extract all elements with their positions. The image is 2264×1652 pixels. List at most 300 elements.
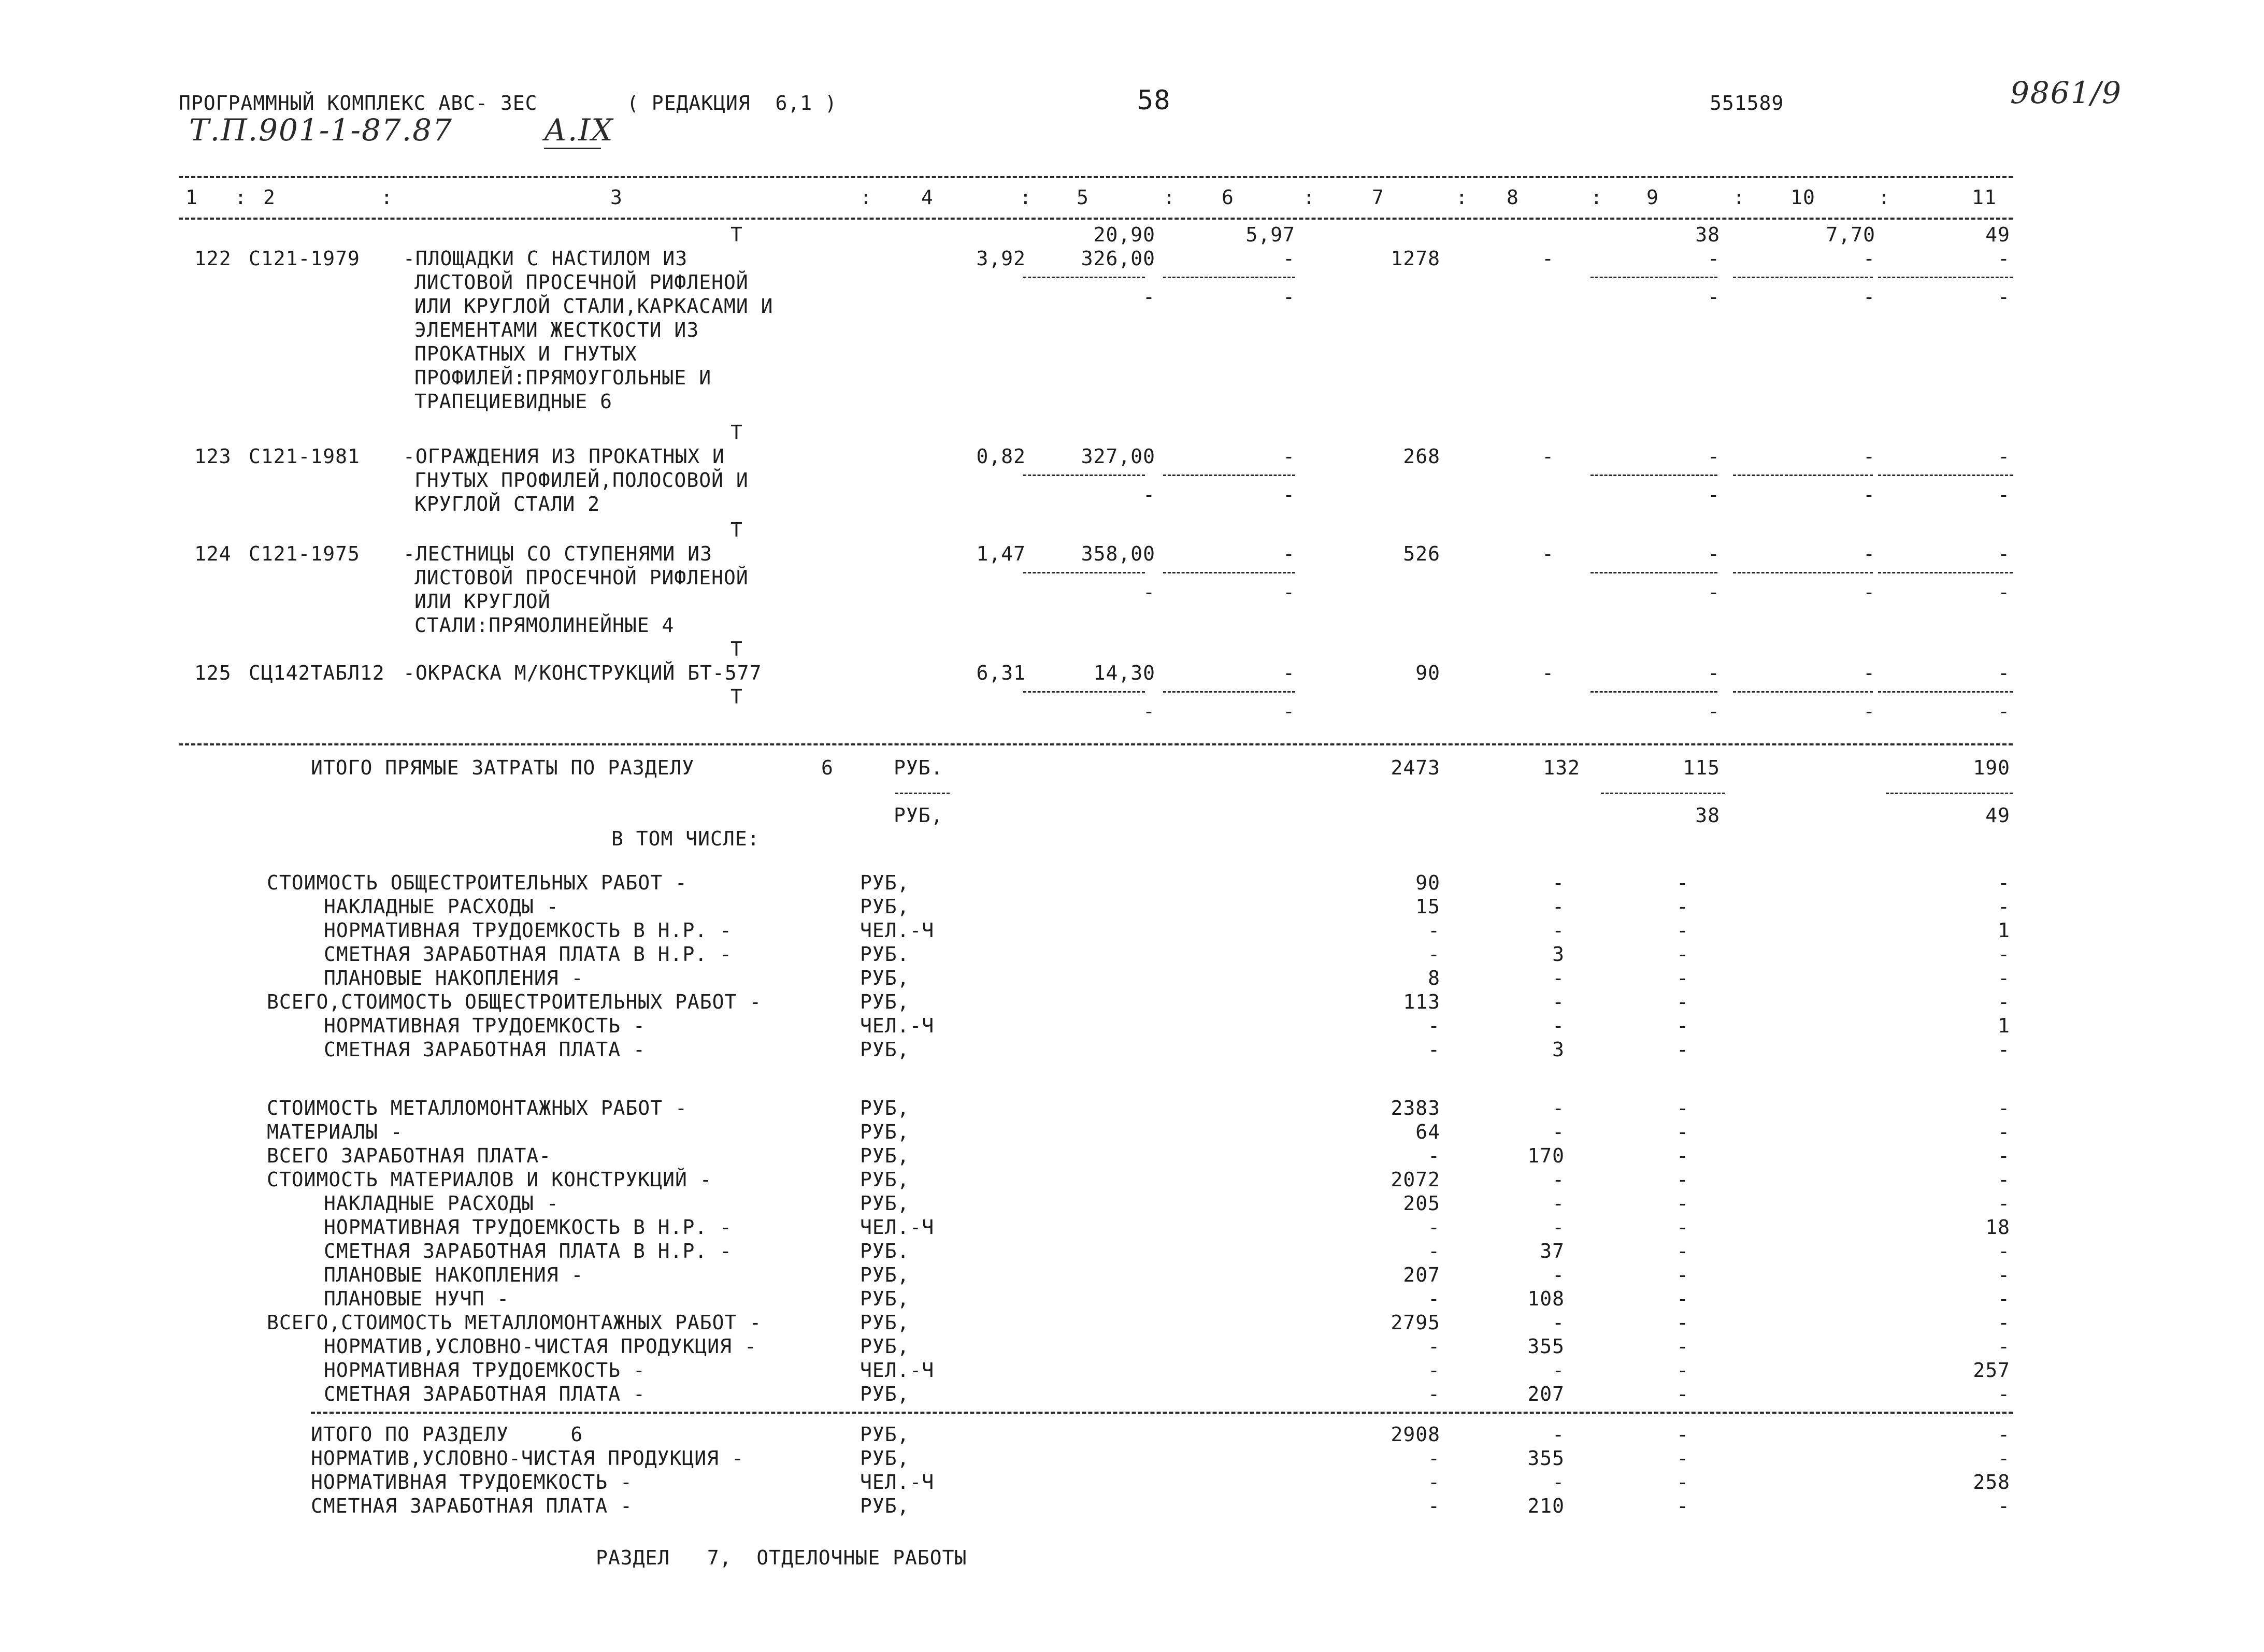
item-c9: - [1708,445,1720,468]
sub-rule-unit [895,793,950,794]
metal-row-unit: РУБ. [860,1240,910,1262]
program-title: ПРОГРАММНЫЙ КОМПЛЕКС АВС- 3ЕС [179,92,538,114]
project-reference: Т.П.901-1-87.87 [189,112,453,148]
section-total-row-c7: - [1428,1447,1440,1470]
metal-row-c8: 170 [1527,1144,1565,1167]
item-description-line: ЛИСТОВОЙ ПРОСЕЧНОЙ РИФЛЕНОЙ [414,566,749,589]
item-code: С121-1981 [249,445,360,468]
item-c6-bottom: - [1283,700,1295,723]
item-c11-bottom: - [1998,483,2010,506]
general-row-c7: 15 [1415,895,1440,918]
general-row-c8: 3 [1552,943,1565,966]
general-row-c11: 1 [1998,919,2010,942]
item-c10-bottom: - [1863,581,1875,604]
item-c6: - [1283,662,1295,684]
direct-costs-unit2: РУБ, [894,804,943,827]
metal-row-label: СТОИМОСТЬ МАТЕРИАЛОВ И КОНСТРУКЦИЙ - [267,1168,712,1191]
column-header-1: 1 [185,186,198,209]
item-sub-rule [1878,572,2013,573]
section-total-row-label: НОРМАТИВ,УСЛОВНО-ЧИСТАЯ ПРОДУКЦИЯ - [311,1447,744,1470]
item-sub-rule [1023,475,1145,476]
section-total-row-unit: РУБ, [860,1447,910,1470]
direct-costs-label: ИТОГО ПРЯМЫЕ ЗАТРАТЫ ПО РАЗДЕЛУ [311,756,695,779]
general-row-label: НАКЛАДНЫЕ РАСХОДЫ - [324,895,559,918]
metal-row-c8: 355 [1527,1335,1565,1358]
metal-row-unit: ЧЕЛ.-Ч [860,1216,935,1239]
item-c8: - [1542,542,1554,565]
item-c11: - [1998,445,2010,468]
section-total-row-c11: - [1998,1447,2010,1470]
item-c9: - [1708,247,1720,270]
column-header-2: 2 [263,186,276,209]
section-total-row-c11: 258 [1973,1471,2010,1493]
general-row-c9: - [1676,967,1689,989]
section-total-row-c9: - [1676,1447,1689,1470]
metal-row-c7: - [1428,1216,1440,1239]
item-c5-bottom: - [1143,285,1155,308]
metal-row-c9: - [1676,1263,1689,1286]
metal-row-c8: - [1552,1359,1565,1382]
item-c9: - [1708,662,1720,684]
item-sub-rule [1023,572,1145,573]
direct-costs-c9-sub: 38 [1695,804,1720,827]
general-row-c7: - [1428,919,1440,942]
metal-row-c11: - [1998,1263,2010,1286]
item-c5-bottom: - [1143,483,1155,506]
metal-row-c9: - [1676,1192,1689,1215]
metal-row-label: ПЛАНОВЫЕ НУЧП - [324,1287,510,1310]
general-row-c8: 3 [1552,1038,1565,1061]
unit-marker: Т [730,223,743,246]
general-row-unit: РУБ, [860,895,910,918]
section-total-row-c9: - [1676,1495,1689,1517]
item-c6: - [1283,247,1295,270]
column-separator: : [381,186,393,209]
item-c6-top: 5,97 [1245,223,1295,246]
direct-costs-c11: 190 [1973,756,2010,779]
metal-row-c9: - [1676,1121,1689,1143]
general-row-c9: - [1676,919,1689,942]
metal-row-c7: 64 [1415,1121,1440,1143]
column-header-9: 9 [1646,186,1659,209]
direct-costs-c9: 115 [1683,756,1720,779]
item-sub-rule [1590,691,1717,693]
unit-marker: Т [730,421,743,444]
general-row-c11: - [1998,943,2010,966]
metal-row-c9: - [1676,1144,1689,1167]
metal-row-unit: РУБ, [860,1121,910,1143]
section-total-row-c8: - [1552,1471,1565,1493]
item-sub-rule [1878,277,2013,278]
metal-row-c9: - [1676,1287,1689,1310]
metal-row-unit: РУБ, [860,1287,910,1310]
metal-row-c8: - [1552,1121,1565,1143]
column-header-6: 6 [1222,186,1234,209]
general-row-c11: - [1998,1038,2010,1061]
general-row-c9: - [1676,895,1689,918]
general-row-label: СМЕТНАЯ ЗАРАБОТНАЯ ПЛАТА - [324,1038,646,1061]
including-label: В ТОМ ЧИСЛЕ: [611,827,760,850]
metal-row-unit: РУБ, [860,1383,910,1405]
column-header-5: 5 [1077,186,1089,209]
section-total-row-c9: - [1676,1471,1689,1493]
metal-row-c8: - [1552,1216,1565,1239]
metal-row-c11: - [1998,1144,2010,1167]
metal-row-c11: 18 [1985,1216,2010,1239]
general-row-c7: - [1428,943,1440,966]
metal-row-label: ВСЕГО ЗАРАБОТНАЯ ПЛАТА- [267,1144,552,1167]
item-description-line: КРУГЛОЙ СТАЛИ 2 [414,493,600,515]
general-row-c9: - [1676,1038,1689,1061]
metal-row-c7: 207 [1403,1263,1440,1286]
metal-row-c7: 205 [1403,1192,1440,1215]
general-row-unit: ЧЕЛ.-Ч [860,1014,935,1037]
handwritten-stamp: 9861/9 [2010,75,2123,110]
metal-row-label: НОРМАТИВНАЯ ТРУДОЕМКОСТЬ - [324,1359,646,1382]
header-top-rule [179,176,2013,178]
item-unit-price: 326,00 [1081,247,1155,270]
item-c11-top: 49 [1985,223,2010,246]
general-row-label: ПЛАНОВЫЕ НАКОПЛЕНИЯ - [324,967,584,989]
section-total-row-c8: 210 [1527,1495,1565,1517]
column-header-10: 10 [1790,186,1815,209]
general-row-c8: - [1552,871,1565,894]
column-header-8: 8 [1507,186,1519,209]
item-c5-bottom: - [1143,581,1155,604]
item-total: 268 [1403,445,1440,468]
general-row-label: СМЕТНАЯ ЗАРАБОТНАЯ ПЛАТА В Н.Р. - [324,943,732,966]
item-sub-rule [1878,475,2013,476]
unit-marker: Т [730,519,743,541]
column-header-7: 7 [1372,186,1384,209]
item-sub-rule [1878,691,2013,693]
item-number: 125 [194,662,232,684]
item-description-line: ЛИСТОВОЙ ПРОСЕЧНОЙ РИФЛЕНОЙ [414,271,749,294]
general-row-c11: - [1998,990,2010,1013]
item-sub-rule [1023,691,1145,693]
page-number: 58 [1137,85,1171,116]
metal-row-c7: - [1428,1335,1440,1358]
general-row-c9: - [1676,943,1689,966]
general-row-c8: - [1552,967,1565,989]
metal-row-c9: - [1676,1383,1689,1405]
general-row-c9: - [1676,990,1689,1013]
metal-row-c11: - [1998,1335,2010,1358]
document-code: 551589 [1710,92,1784,114]
item-description-line: ГНУТЫХ ПРОФИЛЕЙ,ПОЛОСОВОЙ И [414,469,749,492]
item-description-line: ТРАПЕЦИЕВИДНЫЕ 6 [414,390,613,413]
section-total-row-c8: - [1552,1423,1565,1446]
next-section-title: РАЗДЕЛ 7, ОТДЕЛОЧНЫЕ РАБОТЫ [596,1546,967,1569]
item-description-line: -ЛЕСТНИЦЫ СО СТУПЕНЯМИ ИЗ [403,542,712,565]
item-total: 90 [1415,662,1440,684]
unit-marker: Т [730,685,743,708]
metal-row-c8: 37 [1540,1240,1565,1262]
direct-costs-c11-sub: 49 [1985,804,2010,827]
column-separator: : [1878,186,1890,209]
item-c6-bottom: - [1283,483,1295,506]
metal-row-c7: - [1428,1359,1440,1382]
metal-row-c11: - [1998,1192,2010,1215]
general-row-c7: - [1428,1014,1440,1037]
column-header-11: 11 [1972,186,1997,209]
column-separator: : [860,186,872,209]
metal-row-c7: 2383 [1391,1097,1440,1119]
item-c6: - [1283,445,1295,468]
item-c9: - [1708,542,1720,565]
general-row-unit: РУБ, [860,871,910,894]
column-header-4: 4 [921,186,934,209]
item-sub-rule [1590,475,1717,476]
item-c10-bottom: - [1863,483,1875,506]
item-sub-rule [1590,572,1717,573]
metal-row-label: ВСЕГО,СТОИМОСТЬ МЕТАЛЛОМОНТАЖНЫХ РАБОТ - [267,1311,762,1334]
general-row-c7: 8 [1428,967,1440,989]
section-total-rule [311,1412,2013,1414]
item-number: 122 [194,247,232,270]
general-row-unit: РУБ. [860,943,910,966]
item-unit-price: 14,30 [1093,662,1155,684]
general-row-c11: - [1998,967,2010,989]
item-c10-top: 7,70 [1826,223,1875,246]
general-row-label: СТОИМОСТЬ ОБЩЕСТРОИТЕЛЬНЫХ РАБОТ - [267,871,687,894]
item-c9-bottom: - [1708,285,1720,308]
metal-row-c7: - [1428,1383,1440,1405]
unit-marker: Т [730,638,743,660]
item-c10-bottom: - [1863,700,1875,723]
item-description-line: ПРОФИЛЕЙ:ПРЯМОУГОЛЬНЫЕ И [414,366,712,389]
item-sub-rule [1733,277,1873,278]
general-row-unit: ЧЕЛ.-Ч [860,919,935,942]
item-c5-bottom: - [1143,700,1155,723]
header-bottom-rule [179,218,2013,220]
item-c10: - [1863,445,1875,468]
item-description-line: -ОГРАЖДЕНИЯ ИЗ ПРОКАТНЫХ И [403,445,725,468]
general-row-c8: - [1552,895,1565,918]
metal-row-c7: - [1428,1144,1440,1167]
column-separator: : [1733,186,1745,209]
item-sub-rule [1163,277,1295,278]
item-total: 1278 [1391,247,1440,270]
metal-row-unit: РУБ, [860,1192,910,1215]
metal-row-c9: - [1676,1240,1689,1262]
item-c10: - [1863,662,1875,684]
general-row-label: ВСЕГО,СТОИМОСТЬ ОБЩЕСТРОИТЕЛЬНЫХ РАБОТ - [267,990,762,1013]
section-total-row-unit: ЧЕЛ.-Ч [860,1471,935,1493]
metal-row-c9: - [1676,1359,1689,1382]
metal-row-c11: - [1998,1121,2010,1143]
item-code: С121-1975 [249,542,360,565]
item-c10: - [1863,247,1875,270]
section-total-row-c7: - [1428,1495,1440,1517]
item-c9-top: 38 [1695,223,1720,246]
metal-row-c11: - [1998,1240,2010,1262]
general-row-c11: 1 [1998,1014,2010,1037]
item-c8: - [1542,662,1554,684]
section-total-row-label: НОРМАТИВНАЯ ТРУДОЕМКОСТЬ - [311,1471,633,1493]
direct-costs-unit: РУБ. [894,756,943,779]
item-total: 526 [1403,542,1440,565]
item-c5-top: 20,90 [1093,223,1155,246]
item-sub-rule [1733,475,1873,476]
item-quantity: 0,82 [976,445,1026,468]
general-row-c7: - [1428,1038,1440,1061]
item-number: 123 [194,445,232,468]
column-separator: : [1456,186,1468,209]
sub-rule-c11 [1886,793,2013,794]
metal-row-c8: 108 [1527,1287,1565,1310]
item-c11-bottom: - [1998,700,2010,723]
metal-row-label: СТОИМОСТЬ МЕТАЛЛОМОНТАЖНЫХ РАБОТ - [267,1097,687,1119]
general-row-label: НОРМАТИВНАЯ ТРУДОЕМКОСТЬ В Н.Р. - [324,919,732,942]
item-sub-rule [1163,691,1295,693]
item-c11-bottom: - [1998,285,2010,308]
metal-row-c8: - [1552,1168,1565,1191]
metal-row-unit: РУБ, [860,1311,910,1334]
items-end-rule [179,743,2013,745]
item-description-line: ИЛИ КРУГЛОЙ СТАЛИ,КАРКАСАМИ И [414,295,773,318]
direct-costs-c8: 132 [1543,756,1580,779]
item-quantity: 6,31 [976,662,1026,684]
section-total-row-c11: - [1998,1495,2010,1517]
sub-rule-c9 [1601,793,1725,794]
item-c9-bottom: - [1708,700,1720,723]
item-sub-rule [1163,572,1295,573]
item-unit-price: 358,00 [1081,542,1155,565]
item-c10: - [1863,542,1875,565]
metal-row-label: ПЛАНОВЫЕ НАКОПЛЕНИЯ - [324,1263,584,1286]
item-quantity: 1,47 [976,542,1026,565]
section-total-row-c11: - [1998,1423,2010,1446]
metal-row-label: НОРМАТИВ,УСЛОВНО-ЧИСТАЯ ПРОДУКЦИЯ - [324,1335,757,1358]
general-row-c11: - [1998,895,2010,918]
item-c9-bottom: - [1708,483,1720,506]
metal-row-c11: - [1998,1097,2010,1119]
album-underline [544,148,601,149]
item-number: 124 [194,542,232,565]
metal-row-c7: - [1428,1287,1440,1310]
item-description-line: ИЛИ КРУГЛОЙ [414,590,551,613]
column-separator: : [1020,186,1032,209]
metal-row-label: НОРМАТИВНАЯ ТРУДОЕМКОСТЬ В Н.Р. - [324,1216,732,1239]
item-c8: - [1542,247,1554,270]
metal-row-label: МАТЕРИАЛЫ - [267,1121,403,1143]
section-total-row-c8: 355 [1527,1447,1565,1470]
metal-row-c8: - [1552,1311,1565,1334]
item-description-line: СТАЛИ:ПРЯМОЛИНЕЙНЫЕ 4 [414,614,675,637]
metal-row-c11: - [1998,1383,2010,1405]
item-c6-bottom: - [1283,285,1295,308]
metal-row-unit: РУБ, [860,1263,910,1286]
item-c6-bottom: - [1283,581,1295,604]
item-c11: - [1998,662,2010,684]
column-header-3: 3 [610,186,623,209]
general-row-c8: - [1552,990,1565,1013]
item-code: С121-1979 [249,247,360,270]
general-row-c11: - [1998,871,2010,894]
edition-label: ( РЕДАКЦИЯ 6,1 ) [627,92,837,114]
metal-row-c8: - [1552,1263,1565,1286]
item-code: СЦ142ТАБЛ12 [249,662,385,684]
item-c10-bottom: - [1863,285,1875,308]
item-c11: - [1998,542,2010,565]
metal-row-c8: - [1552,1192,1565,1215]
column-separator: : [1303,186,1315,209]
column-separator: : [1163,186,1176,209]
metal-row-c11: - [1998,1168,2010,1191]
item-quantity: 3,92 [976,247,1026,270]
item-sub-rule [1023,277,1145,278]
metal-row-c9: - [1676,1168,1689,1191]
item-c11-bottom: - [1998,581,2010,604]
general-row-unit: РУБ, [860,967,910,989]
metal-row-c8: 207 [1527,1383,1565,1405]
item-sub-rule [1733,572,1873,573]
general-row-unit: РУБ, [860,1038,910,1061]
metal-row-c9: - [1676,1097,1689,1119]
general-row-c7: 113 [1403,990,1440,1013]
column-separator: : [1590,186,1603,209]
metal-row-unit: РУБ, [860,1144,910,1167]
direct-costs-section: 6 [821,756,834,779]
metal-row-unit: РУБ, [860,1097,910,1119]
direct-costs-c7: 2473 [1391,756,1440,779]
metal-row-c11: 257 [1973,1359,2010,1382]
metal-row-unit: РУБ, [860,1335,910,1358]
metal-row-unit: ЧЕЛ.-Ч [860,1359,935,1382]
item-unit-price: 327,00 [1081,445,1155,468]
metal-row-label: НАКЛАДНЫЕ РАСХОДЫ - [324,1192,559,1215]
section-total-row-label: СМЕТНАЯ ЗАРАБОТНАЯ ПЛАТА - [311,1495,633,1517]
metal-row-c7: 2072 [1391,1168,1440,1191]
column-separator: : [235,186,247,209]
metal-row-c7: 2795 [1391,1311,1440,1334]
general-row-c8: - [1552,919,1565,942]
album-number: А.IX [544,112,614,148]
metal-row-c11: - [1998,1311,2010,1334]
section-total-row-c9: - [1676,1423,1689,1446]
metal-row-label: СМЕТНАЯ ЗАРАБОТНАЯ ПЛАТА - [324,1383,646,1405]
metal-row-c8: - [1552,1097,1565,1119]
item-c11: - [1998,247,2010,270]
item-sub-rule [1733,691,1873,693]
metal-row-c7: - [1428,1240,1440,1262]
section-total-row-unit: РУБ, [860,1423,910,1446]
general-row-c7: 90 [1415,871,1440,894]
metal-row-label: СМЕТНАЯ ЗАРАБОТНАЯ ПЛАТА В Н.Р. - [324,1240,732,1262]
item-description-line: ЭЛЕМЕНТАМИ ЖЕСТКОСТИ ИЗ [414,319,699,341]
section-total-row-label: ИТОГО ПО РАЗДЕЛУ 6 [311,1423,583,1446]
general-row-c8: - [1552,1014,1565,1037]
section-total-row-c7: 2908 [1391,1423,1440,1446]
item-description-line: -ПЛОЩАДКИ С НАСТИЛОМ ИЗ [403,247,688,270]
item-c8: - [1542,445,1554,468]
item-description-line: -ОКРАСКА М/КОНСТРУКЦИЙ БТ-577 [403,662,762,684]
metal-row-unit: РУБ, [860,1168,910,1191]
item-c9-bottom: - [1708,581,1720,604]
section-total-row-unit: РУБ, [860,1495,910,1517]
item-sub-rule [1163,475,1295,476]
metal-row-c9: - [1676,1216,1689,1239]
general-row-label: НОРМАТИВНАЯ ТРУДОЕМКОСТЬ - [324,1014,646,1037]
general-row-unit: РУБ, [860,990,910,1013]
item-description-line: ПРОКАТНЫХ И ГНУТЫХ [414,342,637,365]
metal-row-c9: - [1676,1335,1689,1358]
metal-row-c9: - [1676,1311,1689,1334]
section-total-row-c7: - [1428,1471,1440,1493]
general-row-c9: - [1676,1014,1689,1037]
metal-row-c11: - [1998,1287,2010,1310]
